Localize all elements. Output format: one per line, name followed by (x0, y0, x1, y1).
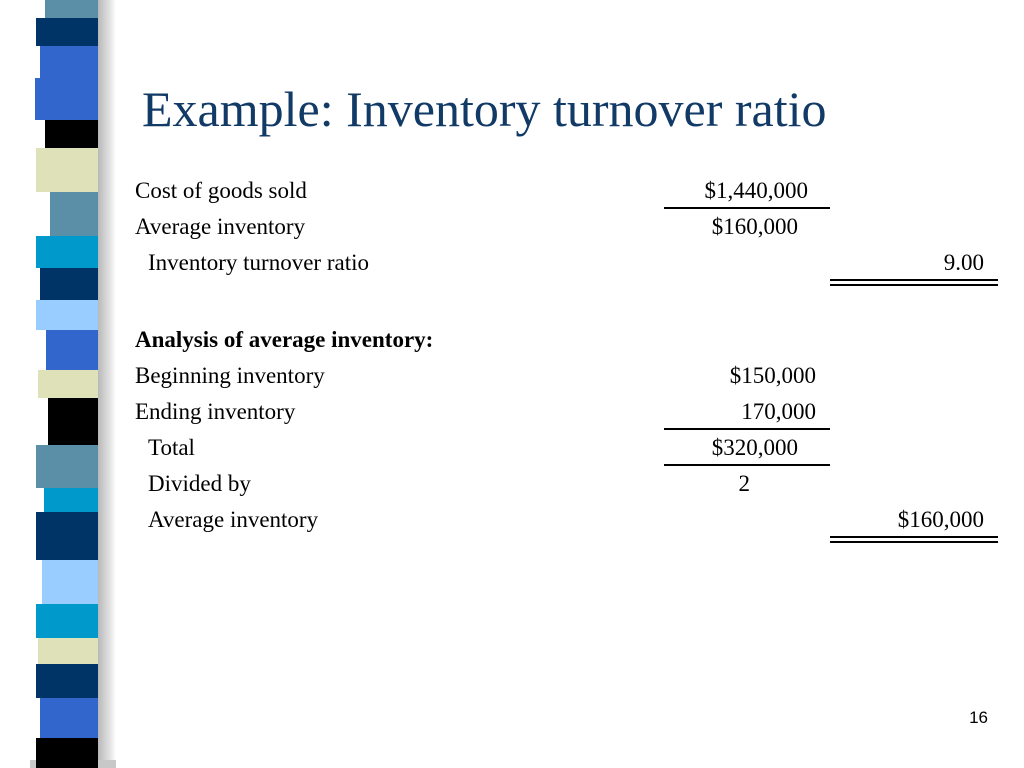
stripe-segment (45, 120, 98, 148)
row-cogs (0, 177, 1024, 213)
row-total (0, 434, 1024, 470)
slide-title: Example: Inventory turnover ratio (142, 81, 827, 137)
stripe-segment (35, 78, 98, 120)
average-value: $160,000 (897, 507, 984, 532)
total-value: $320,000 (711, 435, 798, 460)
average-double-underline (830, 536, 998, 543)
divided-value: 2 (738, 471, 750, 496)
stripe-segment (42, 560, 98, 604)
cogs-value: $1,440,000 (704, 178, 808, 203)
stripe-segment (36, 18, 98, 46)
row-beginning (0, 362, 1024, 398)
average-label: Average inventory (148, 507, 319, 532)
stripe-segment (38, 638, 98, 664)
turnover-double-underline (830, 279, 998, 286)
beginning-value: $150,000 (729, 363, 816, 388)
total-label: Total (148, 435, 195, 460)
cogs-underline (664, 207, 830, 209)
avg-inventory-value: $160,000 (711, 214, 798, 239)
ending-underline (664, 428, 830, 430)
turnover-label: Inventory turnover ratio (148, 250, 369, 275)
stripe-segment (40, 46, 98, 78)
cogs-label: Cost of goods sold (135, 178, 307, 203)
stripe-segment (36, 664, 98, 698)
row-avg-inventory (0, 213, 1024, 249)
row-ending (0, 398, 1024, 434)
stripe-segment (36, 738, 98, 768)
stripe-segment (36, 604, 98, 638)
avg-inventory-label: Average inventory (135, 214, 306, 239)
row-divided (0, 470, 1024, 506)
ending-value: 170,000 (741, 399, 816, 424)
stripe-segment (45, 0, 98, 18)
ending-label: Ending inventory (135, 399, 296, 424)
divided-label: Divided by (148, 471, 251, 496)
beginning-label: Beginning inventory (135, 363, 325, 388)
row-analysis-heading (0, 326, 1024, 362)
page-number: 16 (969, 708, 988, 727)
stripe-segment (40, 698, 98, 738)
total-underline (664, 464, 830, 466)
analysis-heading: Analysis of average inventory: (135, 327, 434, 352)
turnover-value: 9.00 (943, 250, 984, 275)
